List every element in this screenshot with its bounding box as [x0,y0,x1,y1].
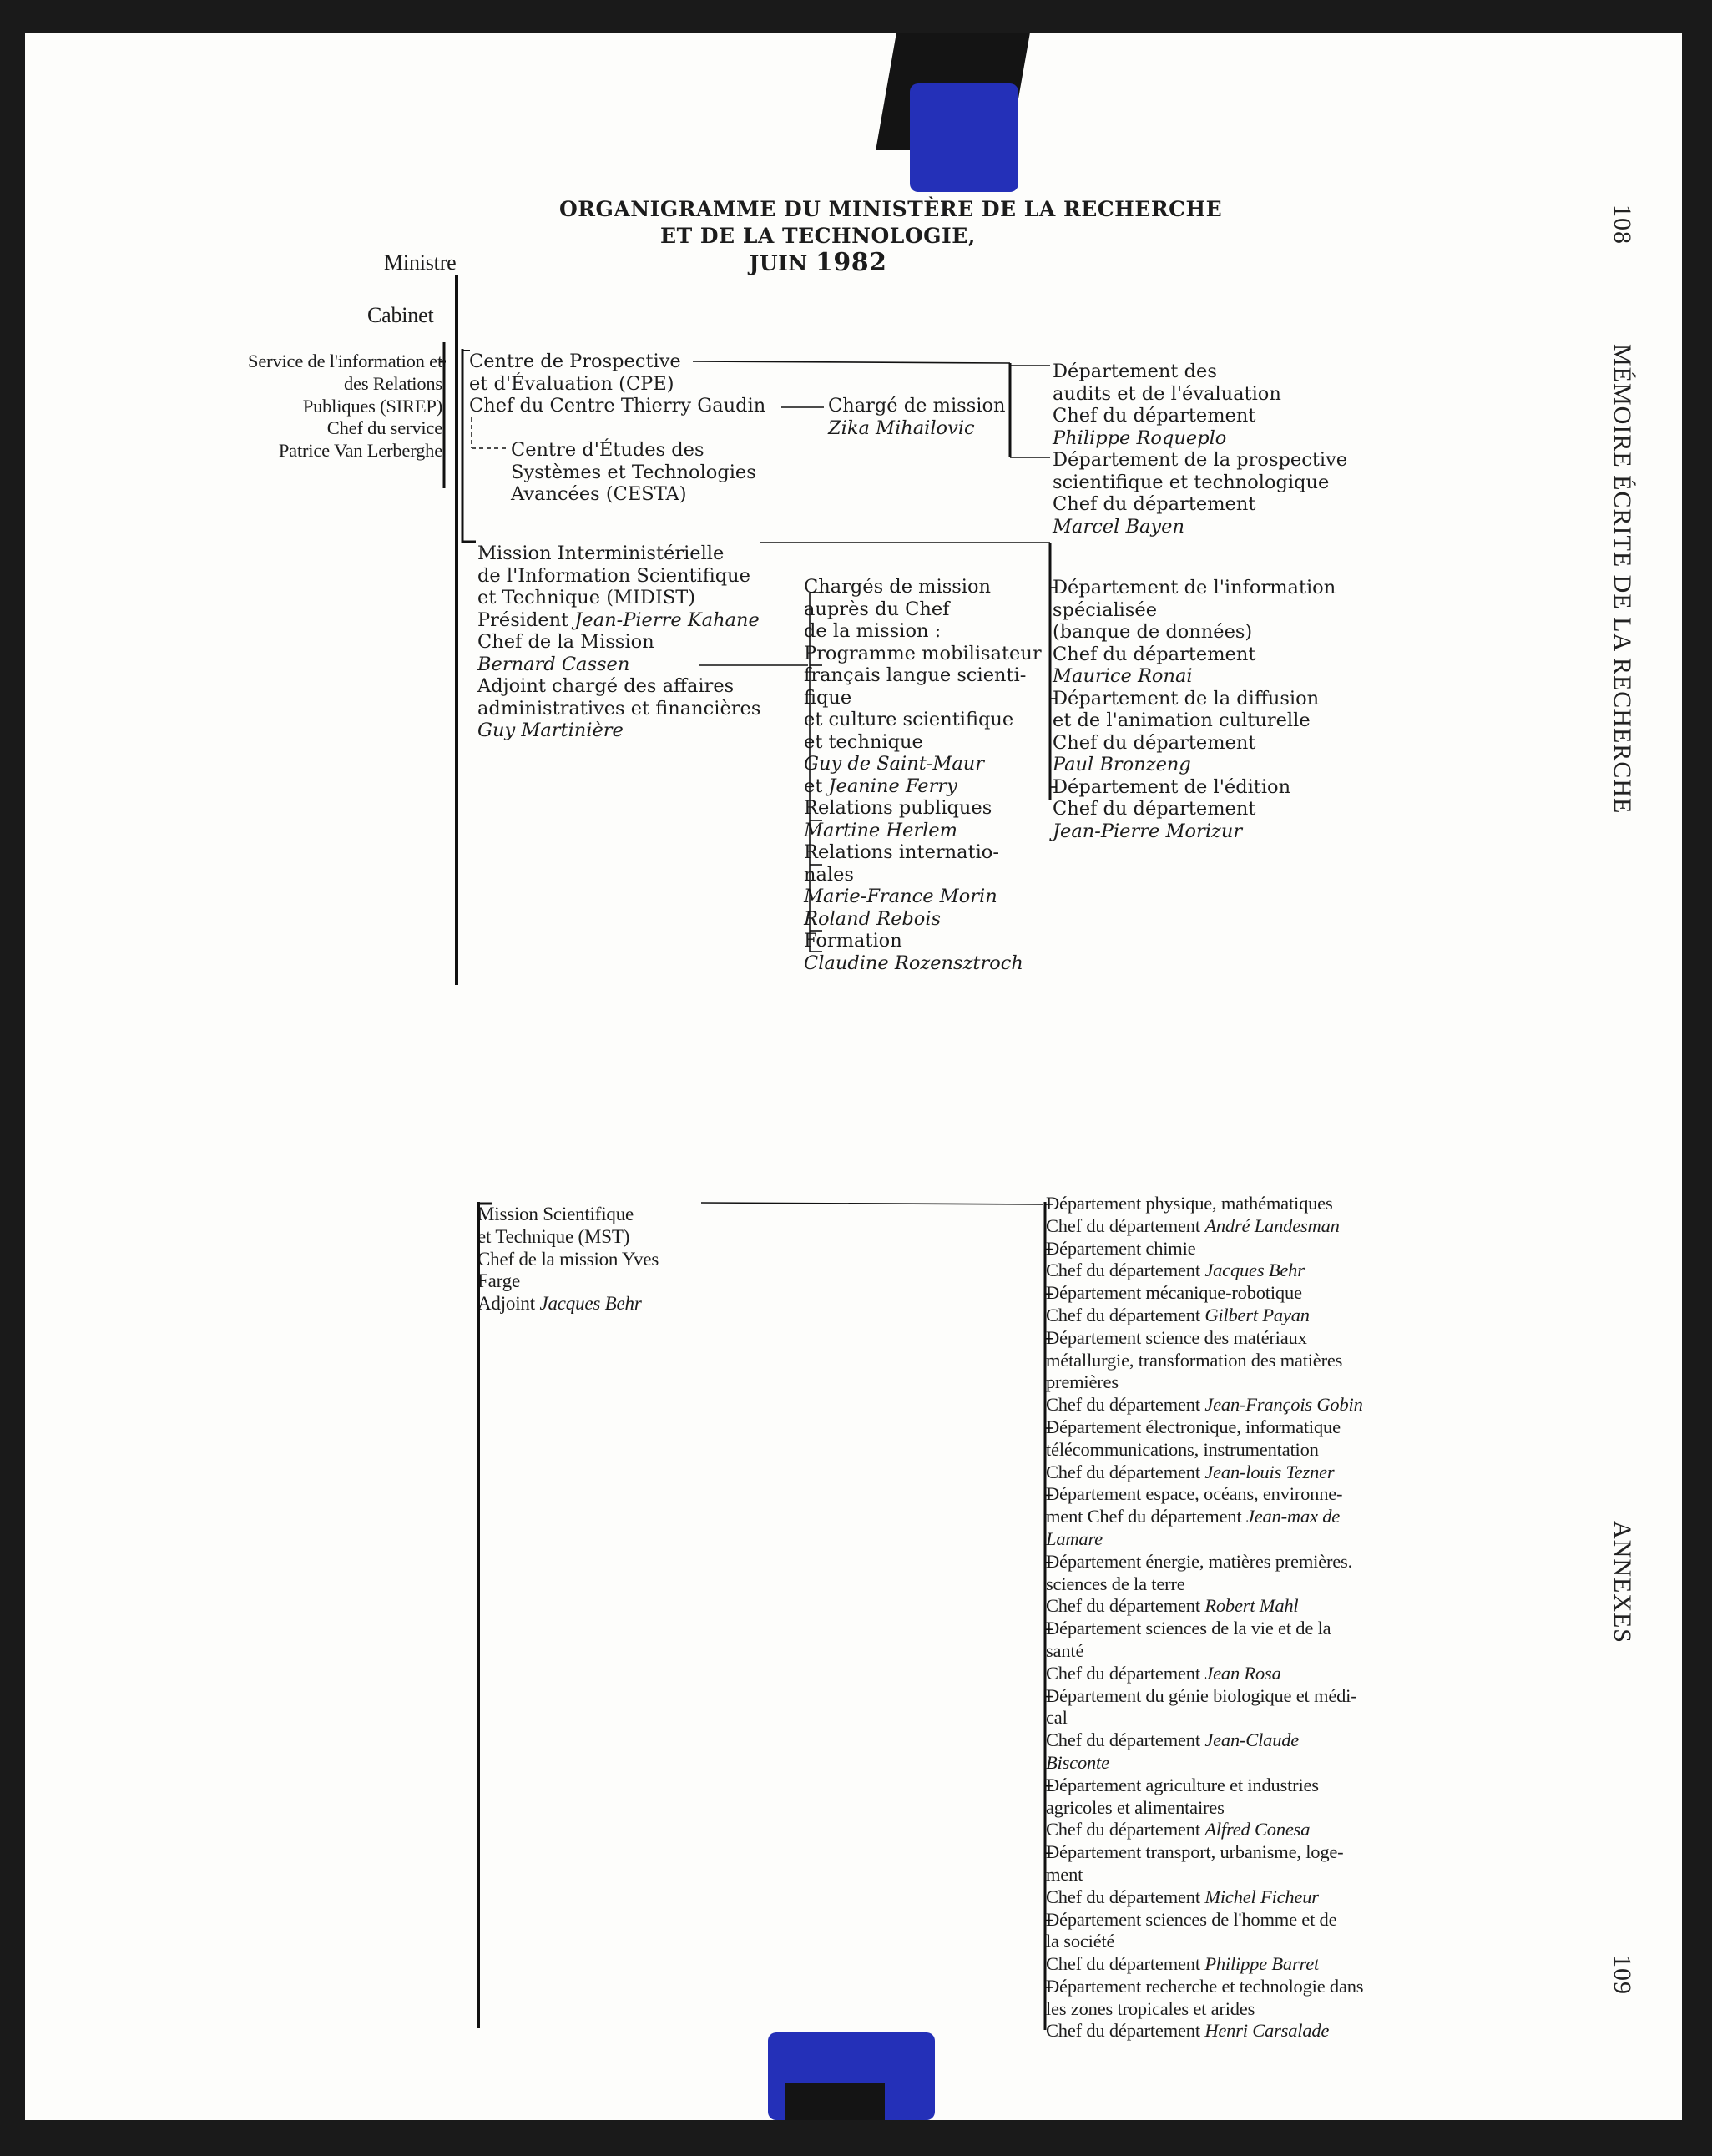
line-text: Chef du département [1053,493,1256,515]
line-text: télécommunications, instrumentation [1046,1438,1319,1460]
cpe-chef: Chef du Centre Thierry Gaudin [469,395,766,417]
mst-adjoint-label: Adjoint [477,1293,535,1315]
line-text: ment [1046,1863,1083,1885]
line-text: Relations internatio- [804,841,999,863]
midist-chef: Chef de la Mission [477,631,654,653]
cpe-charge: Chargé de mission [828,395,1006,417]
chief-name: Jacques Behr [1204,1260,1305,1281]
line-text: Département chimie [1046,1237,1196,1259]
line-text: Département espace, océans, environne- [1046,1483,1343,1505]
line-text: Département sciences de la vie et de la [1046,1618,1331,1639]
chief-name: Jean-François Gobin [1204,1394,1363,1416]
line-text: Maurice Ronai [1053,665,1193,687]
chief-name: Jean Rosa [1204,1662,1281,1684]
page-number-bottom: 109 [1608,1955,1636,1995]
line-text: Département des [1053,361,1217,382]
chief-name: Robert Mahl [1204,1595,1299,1617]
title-line-2: ET DE LA TECHNOLOGIE, [660,224,976,248]
line-text: Chef du département [1046,1394,1200,1416]
line-text: Chef du département [1046,1214,1200,1236]
cabinet-label: Cabinet [367,303,434,327]
title-month: JUIN [749,251,808,275]
line-text: Chef du département [1053,798,1256,820]
ministre-label: Ministre [384,250,457,275]
line-text: et de l'animation culturelle [1053,709,1311,731]
line-text: Guy de Saint-Maur [804,753,985,775]
midist-president-label: Président [477,608,569,631]
line-text: Chef du département [1046,1304,1200,1325]
sirep-line: Patrice Van Lerberghe [278,440,442,462]
line-text: Département recherche et technologie dans [1046,1975,1364,1997]
sirep-line: Publiques (SIREP) [302,395,442,417]
line-text: santé [1046,1639,1084,1661]
sirep-line: Service de l'information et [248,351,442,371]
line-text: Jean-Pierre Morizur [1053,820,1243,842]
midist-line: de l'Information Scientifique [477,564,750,587]
chief-name: Alfred Conesa [1204,1819,1311,1840]
chief-name: André Landesman [1204,1214,1340,1236]
title-year: 1982 [815,248,887,277]
midist-chef-name: Bernard Cassen [477,653,630,675]
org-chart-lines [25,33,1682,2120]
line-text: Paul Bronzeng [1053,754,1191,775]
line-text: Chef du département [1053,731,1256,754]
mst-line: Chef de la mission Yves [477,1248,659,1270]
line-text: audits et de l'évaluation [1053,382,1281,405]
cpe-line: et d'Évaluation (CPE) [469,372,674,395]
mst-adjoint-name: Jacques Behr [539,1293,642,1315]
line-text: Département de la diffusion [1053,687,1320,709]
cesta-line: Systèmes et Technologies [511,461,756,483]
sirep-line: des Relations [343,372,442,394]
line-text: métallurgie, transformation des matières [1046,1349,1343,1371]
running-title: MÉMOIRE ÉCRITE DE LA RECHERCHE [1608,344,1636,815]
line-text: Chef du département [1046,1461,1200,1482]
line-text: (banque de données) [1053,621,1253,643]
line-text: fique [804,686,852,709]
line-text: scientifique et technologique [1053,471,1330,493]
clip-top [910,83,1018,192]
chief-name: Lamare [1046,1527,1103,1549]
line-text: Département de l'édition [1053,775,1291,798]
chief-name: Michel Ficheur [1204,1886,1319,1907]
line-text: Département science des matériaux [1046,1326,1307,1348]
line-text: Chef du département [1053,405,1256,427]
page-number-top: 108 [1608,204,1636,245]
line-text: de la mission : [804,620,942,642]
line-text: Chef du département [1046,1595,1200,1617]
line-text: Chef du département [1046,1819,1200,1840]
line-text: Chef du département [1046,1953,1200,1975]
chief-name: Gilbert Payan [1204,1304,1310,1325]
midist-president-name: Jean-Pierre Kahane [574,608,760,631]
line-text: et [804,775,823,797]
line-text: Département de la prospective [1053,449,1348,471]
clip-bottom-dark [785,2083,885,2120]
line-text: Roland Rebois [804,907,942,930]
line-text: cal [1046,1707,1068,1729]
line-text: Chef du département [1046,1886,1200,1907]
line-text: Formation [804,930,902,952]
line-text: Relations publiques [804,797,992,819]
midist-adjoint: administratives et financières [477,697,761,720]
cpe-line: Centre de Prospective [469,351,681,372]
line-text: Claudine Rozensztroch [804,952,1023,974]
line-text: nales [804,863,854,886]
line-text: Département du génie biologique et médi- [1046,1684,1357,1706]
line-name: Jeanine Ferry [828,775,957,797]
chief-name: Bisconte [1046,1751,1109,1773]
line-text: Martine Herlem [804,819,957,841]
chief-name: Jean-louis Tezner [1204,1461,1335,1482]
line-text: sciences de la terre [1046,1573,1185,1594]
line-text: Chef du département [1046,1260,1200,1281]
line-text: premières [1046,1371,1119,1393]
mst-connector [701,1203,1043,1204]
line-text: auprès du Chef [804,598,950,620]
line-text: spécialisée [1053,598,1158,621]
sirep-line: Chef du service [326,417,442,439]
line-text: Département électronique, informatique [1046,1416,1341,1437]
cpe-connector [693,361,1010,363]
line-text: agricoles et alimentaires [1046,1796,1225,1818]
line-text: Département agriculture et industries [1046,1774,1319,1795]
line-text: et culture scientifique [804,709,1014,730]
line-text: la société [1046,1931,1115,1952]
line-text: et technique [804,730,923,753]
line-text: Programme mobilisateur [804,642,1042,664]
line-text: Chef du département [1046,1662,1200,1684]
line-text: Département mécanique-robotique [1046,1282,1302,1304]
midist-line: et Technique (MIDIST) [477,587,696,608]
line-text: Département énergie, matières premières. [1046,1550,1353,1572]
cesta-line: Centre d'Études des [511,439,704,461]
mst-line: Mission Scientifique [477,1204,634,1224]
line-text: les zones tropicales et arides [1046,1997,1255,2019]
line-text: Chargés de mission [804,576,992,598]
cpe-charge-name: Zika Mihailovic [828,417,975,439]
line-text: Département transport, urbanisme, loge- [1046,1841,1344,1863]
line-text: Département physique, mathématiques [1046,1193,1333,1214]
annexes-label: ANNEXES [1608,1521,1636,1644]
chief-name: Henri Carsalade [1204,2020,1330,2042]
line-text: ment Chef du département [1046,1506,1242,1527]
line-text: Chef du département [1046,2020,1200,2042]
chief-name: Jean-max de [1245,1506,1341,1527]
mst-line: Farge [477,1270,520,1292]
line-text: Chef du département [1046,1729,1200,1751]
line-text: Département sciences de l'homme et de [1046,1908,1337,1930]
line-text: Département de l'information [1053,577,1336,598]
line-text: français langue scienti- [804,664,1027,686]
title-line-1: ORGANIGRAMME DU MINISTÈRE DE LA RECHERCHE [559,197,1223,221]
scanned-page [25,33,1682,2120]
line-text: Marcel Bayen [1053,515,1184,538]
line-text: Marie-France Morin [804,886,997,907]
midist-adjoint: Adjoint chargé des affaires [477,675,735,697]
cesta-line: Avancées (CESTA) [511,483,687,505]
mst-line: et Technique (MST) [477,1225,630,1247]
midist-line: Mission Interministérielle [477,543,725,564]
chief-name: Philippe Barret [1204,1953,1320,1975]
line-text: Chef du département [1053,643,1256,665]
chief-name: Jean-Claude [1204,1729,1300,1751]
midist-adjoint-name: Guy Martinière [477,720,624,741]
line-text: Philippe Roqueplo [1053,427,1227,449]
